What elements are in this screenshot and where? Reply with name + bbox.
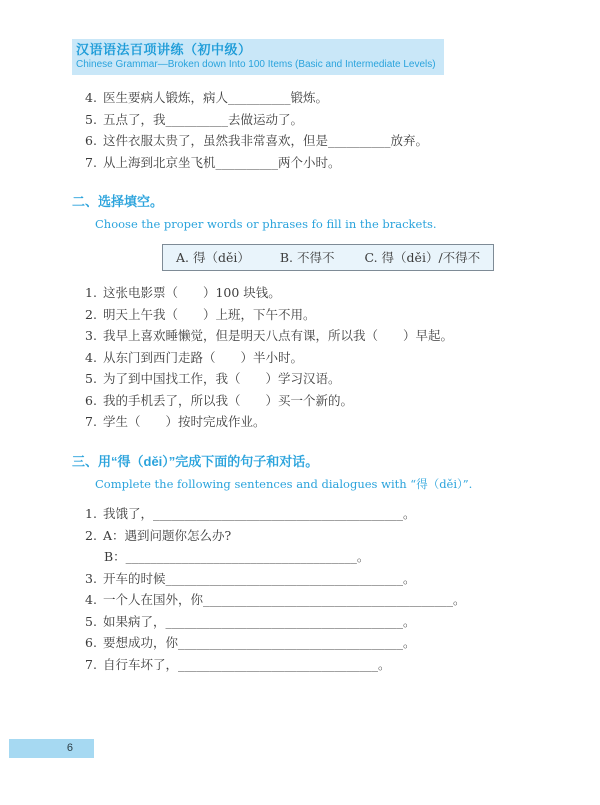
item-number: 4. — [85, 592, 97, 607]
exercise-item — [85, 368, 562, 390]
item-text: 如果病了，______________________________________。 — [102, 613, 416, 629]
option-a: A. 得（děi） — [176, 250, 250, 265]
section-one-items — [85, 87, 428, 173]
section-two-heading: 二、选择填空。 — [72, 194, 164, 209]
item-text-line2: B：_____________________________________。 — [104, 549, 370, 564]
item-number: 5. — [85, 613, 97, 629]
item-number: 7. — [85, 656, 97, 672]
item-text: 要想成功，你____________________________________。 — [102, 635, 416, 650]
item-number: 7. — [85, 154, 97, 170]
section-three — [72, 454, 562, 675]
item-text: 我饿了，________________________________________。 — [102, 506, 416, 521]
item-text: 明天上午我（ ）上班，下午不用。 — [102, 306, 316, 322]
item-text: 我早上喜欢睡懒觉，但是明天八点有课，所以我（ ）早起。 — [102, 328, 453, 343]
book-title-chinese: 汉语语法百项讲练（初中级） — [76, 42, 252, 57]
section-two — [72, 194, 562, 433]
section-three-heading: 三、用“得（děi）”完成下面的句子和对话。 — [72, 454, 319, 469]
section-two-instruction: Choose the proper words or phrases fo fill in the brackets. — [95, 217, 437, 231]
item-text: 从东门到西门走路（ ）半小时。 — [102, 349, 303, 365]
exercise-item — [85, 503, 562, 525]
exercise-item — [85, 525, 562, 568]
item-text: 从上海到北京坐飞机__________两个小时。 — [102, 154, 341, 170]
item-number: 7. — [85, 414, 97, 429]
section-three-items — [85, 503, 562, 675]
exercise-item — [85, 568, 562, 590]
exercise-item — [85, 282, 562, 304]
item-text: 五点了，我__________去做运动了。 — [102, 111, 303, 127]
item-text: 为了到中国找工作，我（ ）学习汉语。 — [102, 371, 341, 386]
item-number: 1. — [85, 285, 97, 300]
item-number: 6. — [85, 133, 97, 148]
item-number: 6. — [85, 392, 97, 408]
exercise-item — [85, 611, 562, 633]
option-c: C. 得（děi）/不得不 — [364, 250, 481, 265]
exercise-item — [85, 109, 428, 131]
exercise-item — [85, 411, 562, 433]
item-text: 学生（ ）按时完成作业。 — [102, 414, 266, 429]
page-number-bar — [9, 739, 94, 758]
exercise-item — [85, 130, 428, 152]
exercise-item — [85, 325, 562, 347]
item-text: 医生要病人锻炼，病人__________锻炼。 — [102, 90, 328, 105]
item-text: 我的手机丢了，所以我（ ）买一个新的。 — [102, 392, 353, 408]
exercise-item — [85, 347, 562, 369]
page-number: 6 — [66, 742, 73, 754]
item-number: 5. — [85, 371, 97, 386]
item-number: 3. — [85, 328, 97, 343]
item-text: A：遇到问题你怎么办? — [102, 527, 232, 543]
section-two-items — [85, 282, 562, 433]
page-header — [72, 39, 444, 75]
item-number: 3. — [85, 570, 97, 586]
item-text: 一个人在国外，你________________________________________。 — [102, 592, 466, 607]
item-number: 1. — [85, 506, 97, 521]
option-b: B. 不得不 — [279, 250, 335, 265]
exercise-item — [85, 152, 428, 174]
exercise-item — [85, 390, 562, 412]
item-number: 6. — [85, 635, 97, 650]
item-number: 2. — [85, 306, 97, 322]
item-number: 4. — [85, 349, 97, 365]
item-number: 2. — [85, 527, 97, 543]
item-number: 4. — [85, 90, 97, 105]
section-three-instruction: Complete the following sentences and dialogues with “得（děi）”. — [95, 477, 473, 491]
exercise-item — [85, 654, 562, 676]
item-text: 这件衣服太贵了，虽然我非常喜欢，但是__________放弃。 — [102, 133, 428, 148]
options-box — [162, 244, 494, 271]
exercise-item — [85, 589, 562, 611]
exercise-item — [85, 304, 562, 326]
exercise-item — [85, 632, 562, 654]
exercise-item — [85, 87, 428, 109]
book-title-english: Chinese Grammar—Broken down Into 100 Items (Basic and Intermediate Levels) — [76, 59, 436, 70]
item-text: 开车的时候______________________________________。 — [102, 570, 416, 586]
item-number: 5. — [85, 111, 97, 127]
item-text: 这张电影票（ ）100 块钱。 — [102, 285, 281, 300]
item-text: 自行车坏了，________________________________。 — [102, 656, 391, 672]
